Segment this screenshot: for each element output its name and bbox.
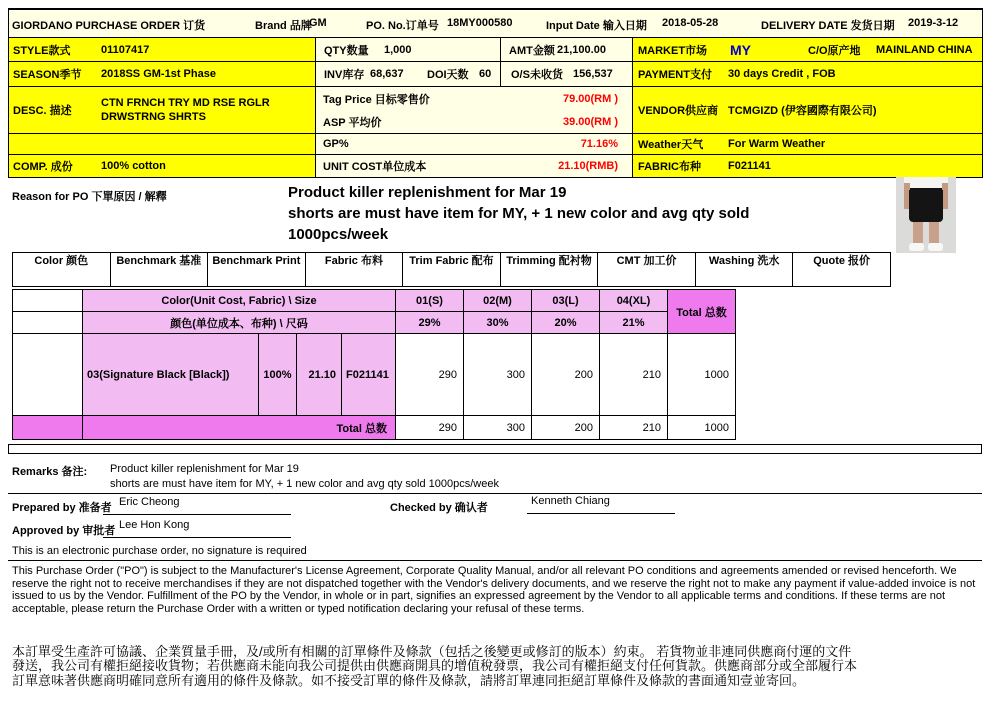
po-header-table bbox=[8, 8, 983, 178]
payment-label: PAYMENT支付 bbox=[638, 69, 712, 81]
qty-cell-m: 300 bbox=[464, 334, 532, 416]
unit-cost-label: UNIT COST单位成本 bbox=[323, 161, 427, 173]
input-date-value: 2018-05-28 bbox=[662, 17, 719, 29]
po-number-label: PO. No.订单号 bbox=[366, 20, 439, 32]
total-l: 200 bbox=[532, 416, 600, 440]
empty-yellow-cell bbox=[9, 134, 316, 155]
grand-total: 1000 bbox=[668, 416, 736, 440]
remarks-label: Remarks 备注: bbox=[12, 466, 88, 478]
brand-value: GM bbox=[309, 17, 327, 29]
amt-label: AMT金额 bbox=[509, 44, 555, 57]
total-s: 290 bbox=[396, 416, 464, 440]
matrix-corner-cell bbox=[13, 290, 83, 312]
vendor-value: TCMGIZD (伊容國際有限公司) bbox=[728, 105, 877, 117]
fabric-value: F021141 bbox=[728, 160, 771, 172]
reason-for-po-text bbox=[288, 182, 888, 245]
page-title: GIORDANO PURCHASE ORDER 订货 bbox=[12, 20, 206, 32]
total-xl: 210 bbox=[600, 416, 668, 440]
style-label: STYLE款式 bbox=[13, 44, 71, 57]
photo-shoe-right bbox=[928, 243, 943, 251]
electronic-po-note: This is an electronic purchase order, no signature is required bbox=[12, 545, 307, 557]
size-col-header-s: 01(S) bbox=[396, 290, 464, 312]
market-label: MARKET市场 bbox=[638, 44, 708, 57]
comp-label: COMP. 成份 bbox=[13, 161, 73, 173]
spec-col-cmt: CMT 加工价 bbox=[598, 253, 696, 287]
approved-by-label: Approved by 审批者 bbox=[12, 525, 116, 537]
qty-value: 1,000 bbox=[384, 43, 412, 56]
empty-row-strip bbox=[8, 444, 982, 454]
gp-label: GP% bbox=[323, 138, 349, 150]
weather-cell bbox=[633, 134, 983, 155]
unit-cost-value: 21.10(RMB) bbox=[558, 160, 618, 172]
qty-cell bbox=[316, 38, 501, 62]
delivery-date-value: 2019-3-12 bbox=[908, 17, 959, 29]
style-cell bbox=[9, 38, 316, 62]
gp-value: 71.16% bbox=[580, 138, 618, 150]
market-cell bbox=[633, 38, 983, 62]
checked-by-value: Kenneth Chiang bbox=[527, 495, 675, 514]
desc-value-line2: DRWSTRNG SHRTS bbox=[101, 111, 206, 123]
po-number-value: 18MY000580 bbox=[447, 17, 513, 29]
season-label: SEASON季节 bbox=[13, 69, 82, 81]
photo-leg-left bbox=[913, 222, 923, 243]
spec-col-fabric: Fabric 布料 bbox=[306, 253, 404, 287]
input-date-label: Input Date 输入日期 bbox=[546, 20, 647, 32]
co-label: C/O原产地 bbox=[808, 44, 861, 57]
color-cost-cell: 21.10 bbox=[297, 334, 342, 416]
spec-col-trimming: Trimming 配衬物 bbox=[501, 253, 599, 287]
checked-by-label: Checked by 确认者 bbox=[390, 502, 488, 514]
weather-label: Weather天气 bbox=[638, 139, 704, 151]
color-fabric-cell: F021141 bbox=[342, 334, 396, 416]
ratio-m: 30% bbox=[464, 312, 532, 334]
doi-label: DOI天数 bbox=[427, 69, 469, 81]
doi-value: 60 bbox=[479, 68, 492, 80]
size-col-header-m: 02(M) bbox=[464, 290, 532, 312]
matrix-corner-cell2 bbox=[13, 312, 83, 334]
photo-leg-right bbox=[929, 222, 939, 243]
remarks-line1: Product killer replenishment for Mar 19 bbox=[110, 463, 299, 475]
ratio-l: 20% bbox=[532, 312, 600, 334]
remarks-line2: shorts are must have item for MY, + 1 new color and avg qty sold 1000pcs/week bbox=[110, 477, 499, 490]
reason-for-po-label: Reason for PO 下單原因 / 解釋 bbox=[12, 191, 167, 203]
spec-col-benchmark: Benchmark 基准 bbox=[111, 253, 209, 287]
reason-line3: 1000pcs/week bbox=[288, 226, 389, 243]
comp-value: 100% cotton bbox=[101, 160, 166, 172]
tag-asp-cell bbox=[316, 87, 633, 134]
title-row bbox=[9, 10, 983, 38]
product-photo bbox=[896, 177, 956, 253]
reason-line2: shorts are must have item for MY, + 1 new color and avg qty sold bbox=[288, 205, 750, 222]
ratio-s: 29% bbox=[396, 312, 464, 334]
qty-cell-s: 290 bbox=[396, 334, 464, 416]
photo-shoe-left bbox=[909, 243, 924, 251]
approved-by-value: Lee Hon Kong bbox=[103, 519, 291, 538]
delivery-date-label: DELIVERY DATE 发货日期 bbox=[761, 20, 895, 32]
os-label: O/S未收货 bbox=[511, 69, 563, 81]
color-swatch-cell bbox=[13, 334, 83, 416]
size-col-header-l: 03(L) bbox=[532, 290, 600, 312]
remarks-text bbox=[110, 462, 499, 491]
matrix-size-header: Color(Unit Cost, Fabric) \ Size bbox=[83, 290, 396, 312]
desc-cell bbox=[9, 87, 316, 134]
amt-cell bbox=[501, 38, 633, 62]
qty-cell-total: 1000 bbox=[668, 334, 736, 416]
weather-value: For Warm Weather bbox=[728, 138, 826, 150]
spec-col-color: Color 颜色 bbox=[13, 253, 111, 287]
reason-line1: Product killer replenishment for Mar 19 bbox=[288, 184, 567, 201]
gp-cell bbox=[316, 134, 633, 155]
total-row-corner bbox=[13, 416, 83, 440]
season-value: 2018SS GM-1st Phase bbox=[101, 68, 216, 80]
market-value: MY bbox=[730, 41, 751, 58]
brand-label: Brand 品牌 bbox=[255, 20, 312, 32]
inv-doi-cell bbox=[316, 62, 501, 87]
spec-col-quote: Quote 报价 bbox=[793, 253, 891, 287]
matrix-size-header-cn: 颜色(单位成本、布种) \ 尺码 bbox=[83, 312, 396, 334]
payment-cell bbox=[633, 62, 983, 87]
vendor-label: VENDOR供应商 bbox=[638, 105, 719, 117]
season-cell bbox=[9, 62, 316, 87]
prepared-by-label: Prepared by 准备者 bbox=[12, 502, 112, 514]
prepared-by-value: Eric Cheong bbox=[103, 496, 291, 515]
inv-label: INV库存 bbox=[324, 69, 365, 81]
style-value: 01107417 bbox=[101, 43, 150, 56]
size-quantity-matrix bbox=[12, 289, 736, 440]
spec-header-table bbox=[12, 252, 891, 287]
signature-divider-bottom bbox=[8, 560, 982, 561]
ratio-xl: 21% bbox=[600, 312, 668, 334]
total-row-label: Total 总数 bbox=[83, 416, 396, 440]
qty-cell-xl: 210 bbox=[600, 334, 668, 416]
fabric-label: FABRIC布种 bbox=[638, 161, 701, 173]
terms-chinese: 本訂單受生產許可協議、企業質量手冊，及/或所有相關的訂單條件及條款（包括之後變更或修訂的版本）約束。 若貨物並非連同供應商付運的文件發送，我公司有權拒絕接收貨物；若供應商未能向我公司提供由供應商開具的增值稅發票，我公司有權拒絕支付任何貨款。供應商部分或全部履行本訂單意味著供應商明確同意所有適用的條件及條款。如不接受訂單的條件及條款，請將訂單連同拒絕訂單條件及條款的書面通知壹並寄回。 bbox=[12, 644, 858, 688]
photo-black-shorts bbox=[909, 190, 943, 222]
color-pct-cell: 100% bbox=[259, 334, 297, 416]
asp-label: ASP 平均价 bbox=[323, 116, 382, 129]
os-value: 156,537 bbox=[573, 68, 613, 80]
total-col-header: Total 总数 bbox=[668, 290, 736, 334]
spec-col-trim-fabric: Trim Fabric 配布 bbox=[403, 253, 501, 287]
qty-cell-l: 200 bbox=[532, 334, 600, 416]
spec-col-benchmark-print: Benchmark Print bbox=[208, 253, 306, 287]
os-cell bbox=[501, 62, 633, 87]
tag-price-value: 79.00(RM ) bbox=[562, 92, 618, 105]
spec-col-washing: Washing 洗水 bbox=[696, 253, 794, 287]
vendor-cell bbox=[633, 87, 983, 134]
total-m: 300 bbox=[464, 416, 532, 440]
comp-cell bbox=[9, 155, 316, 178]
tag-price-label: Tag Price 目标零售价 bbox=[323, 93, 430, 106]
color-name-cell: 03(Signature Black [Black]) bbox=[83, 334, 259, 416]
signature-divider-top bbox=[8, 493, 982, 494]
unit-cost-cell bbox=[316, 155, 633, 178]
terms-english: This Purchase Order ("PO") is subject to the Manufacturer's License Agreement, Corporate Quality Manual, and/or all relevant PO conditions and agreements amended or revised henceforth. We reserve the right not to receive merchandises if they are not dispatched together with the Vendor's delivery documents, and we reserve the right not to make any payment if value-added invoice is not issued to us by the Vendor. Fulfillment of the PO by the Vendor, in whole or in part, signifies an expressed agreement by the Vendor to all applicable terms and conditions. If these terms are not acceptable, please return the Purchase Order with a written or typed notification declaring your refusal of these terms. bbox=[12, 565, 976, 615]
desc-value-line1: CTN FRNCH TRY MD RSE RGLR bbox=[101, 97, 270, 109]
size-col-header-xl: 04(XL) bbox=[600, 290, 668, 312]
inv-value: 68,637 bbox=[370, 68, 404, 80]
co-value: MAINLAND CHINA bbox=[876, 43, 973, 56]
qty-label: QTY数量 bbox=[324, 44, 369, 57]
desc-label: DESC. 描述 bbox=[13, 105, 72, 117]
payment-value: 30 days Credit , FOB bbox=[728, 68, 836, 80]
asp-value: 39.00(RM ) bbox=[562, 115, 618, 128]
fabric-cell bbox=[633, 155, 983, 178]
amt-value: 21,100.00 bbox=[557, 43, 606, 56]
